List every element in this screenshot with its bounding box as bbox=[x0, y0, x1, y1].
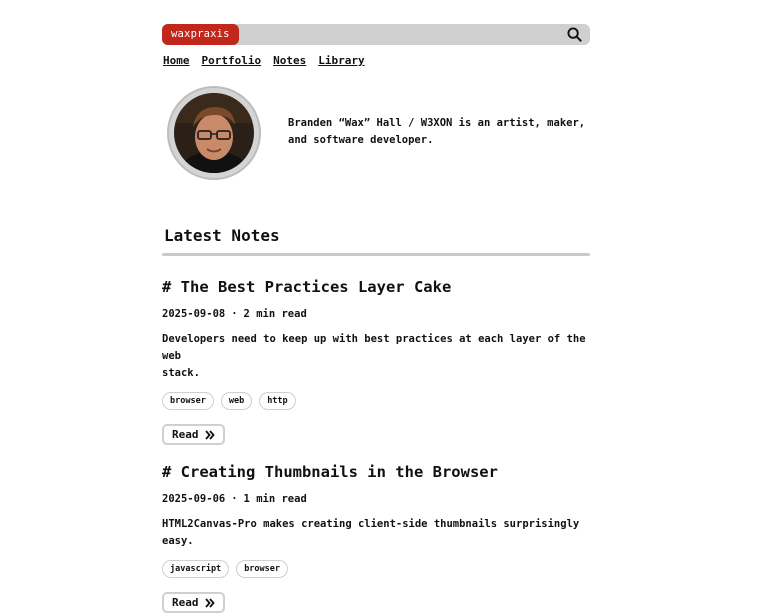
note-card bbox=[162, 462, 590, 613]
note-title[interactable]: # The Best Practices Layer Cake bbox=[162, 278, 452, 296]
read-button-label: Read bbox=[172, 428, 199, 441]
note-card bbox=[162, 277, 590, 445]
note-date: 2025-09-08 bbox=[162, 308, 226, 320]
bio-line: and software developer. bbox=[288, 134, 434, 146]
note-meta bbox=[162, 492, 590, 506]
read-button[interactable] bbox=[162, 592, 225, 613]
note-date: 2025-09-06 bbox=[162, 493, 226, 505]
tag-list bbox=[162, 392, 590, 410]
note-title[interactable]: # Creating Thumbnails in the Browser bbox=[162, 463, 498, 481]
summary-line: stack. bbox=[162, 367, 200, 379]
note-read-time: 1 min read bbox=[243, 493, 307, 505]
note-read-time: 2 min read bbox=[243, 308, 307, 320]
double-chevron-right-icon bbox=[205, 430, 215, 440]
meta-separator: · bbox=[231, 308, 238, 320]
note-summary bbox=[162, 516, 590, 550]
meta-separator: · bbox=[231, 493, 238, 505]
tag-http[interactable]: http bbox=[259, 392, 295, 410]
tag-list bbox=[162, 560, 590, 578]
tag-javascript[interactable]: javascript bbox=[162, 560, 229, 578]
search-icon[interactable] bbox=[565, 25, 584, 44]
summary-line: HTML2Canvas-Pro makes creating client-side thumbnails surprisingly bbox=[162, 518, 580, 530]
note-summary bbox=[162, 331, 590, 382]
brand-logo[interactable]: waxpraxis bbox=[162, 24, 239, 45]
divider bbox=[162, 253, 590, 256]
nav-library[interactable]: Library bbox=[318, 54, 365, 67]
summary-line: Developers need to keep up with best practices at each layer of the web bbox=[162, 333, 586, 362]
double-chevron-right-icon bbox=[205, 598, 215, 608]
nav-portfolio[interactable]: Portfolio bbox=[201, 54, 262, 67]
avatar bbox=[167, 86, 261, 180]
summary-line: easy. bbox=[162, 535, 194, 547]
top-bar bbox=[162, 24, 590, 45]
profile-photo bbox=[174, 93, 254, 173]
tag-browser[interactable]: browser bbox=[236, 560, 288, 578]
tag-web[interactable]: web bbox=[221, 392, 252, 410]
tag-browser[interactable]: browser bbox=[162, 392, 214, 410]
bio-line: Branden “Wax” Hall / W3XON is an artist, maker, bbox=[288, 117, 586, 129]
nav-notes[interactable]: Notes bbox=[273, 54, 307, 67]
read-button[interactable] bbox=[162, 424, 225, 445]
section-title: Latest Notes bbox=[164, 226, 280, 245]
note-meta bbox=[162, 307, 590, 321]
read-button-label: Read bbox=[172, 596, 199, 609]
bio bbox=[288, 115, 588, 149]
main-nav bbox=[163, 54, 365, 67]
nav-home[interactable]: Home bbox=[163, 54, 190, 67]
